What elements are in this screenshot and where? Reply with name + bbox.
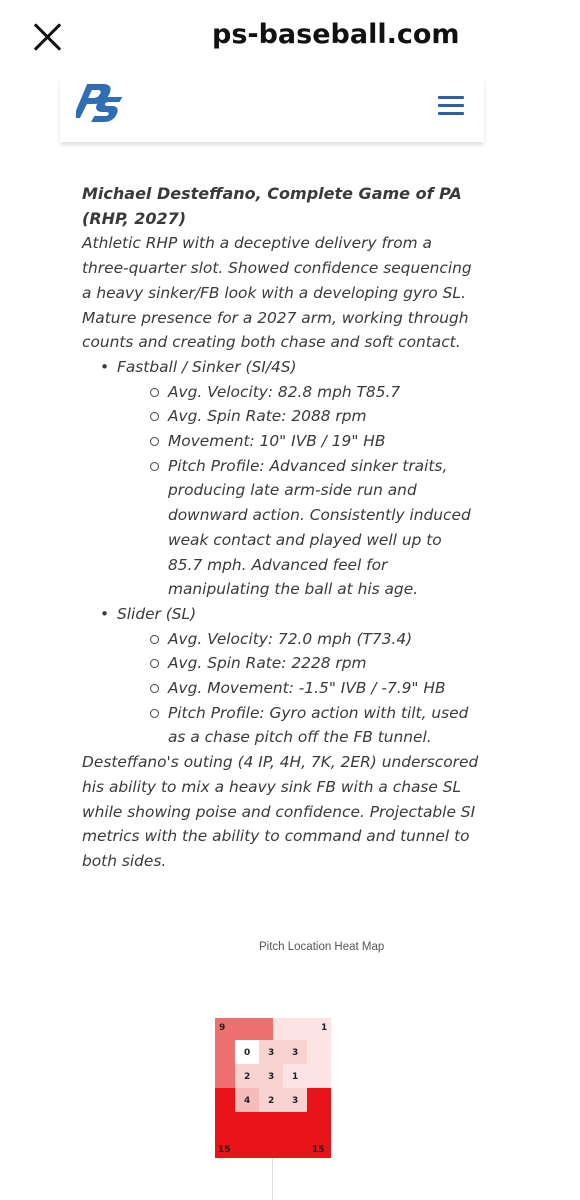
ps-logo[interactable] bbox=[76, 80, 134, 130]
pitch-location-heatmap bbox=[215, 1018, 331, 1158]
pitch-detail: Avg. Movement: -1.5" IVB / -7.9" HB bbox=[82, 676, 482, 701]
zone-cell-value: 3 bbox=[268, 1048, 275, 1058]
zone-cell-value: 2 bbox=[244, 1072, 251, 1082]
pitch-detail: Avg. Velocity: 72.0 mph (T73.4) bbox=[82, 627, 482, 652]
pitch-details bbox=[82, 380, 482, 602]
pitch-detail: Avg. Spin Rate: 2228 rpm bbox=[82, 651, 482, 676]
close-icon[interactable] bbox=[30, 20, 64, 54]
player-heading: Michael Desteffano, Complete Game of PA (RHP, 2027) bbox=[82, 184, 462, 228]
pitch-detail: Pitch Profile: Advanced sinker traits, producing late arm-side run and downward action. Consistently induced weak contact and played well up to 85.7 mph. Advanced feel for manipulating the ball at his age. bbox=[82, 454, 482, 602]
zone-cell-value: 3 bbox=[292, 1096, 299, 1106]
browser-top-bar bbox=[0, 0, 580, 78]
pitch-item bbox=[82, 355, 482, 602]
heat-corner-bottom-left: 15 bbox=[218, 1145, 231, 1155]
pitch-detail: Movement: 10" IVB / 19" HB bbox=[82, 429, 482, 454]
zone-cell-value: 3 bbox=[292, 1048, 299, 1058]
strike-zone-grid bbox=[235, 1040, 307, 1112]
zone-cell-value: 1 bbox=[292, 1072, 299, 1082]
heatmap-caption: Pitch Location Heat Map bbox=[259, 941, 385, 953]
zone-cell-value: 2 bbox=[268, 1096, 275, 1106]
pitch-detail: Avg. Spin Rate: 2088 rpm bbox=[82, 404, 482, 429]
divider-line bbox=[272, 1158, 273, 1200]
outing-summary: Desteffano's outing (4 IP, 4H, 7K, 2ER) underscored his ability to mix a heavy sink FB with a chase SL while showing poise and confidence. Projectable SI metrics with the ability to command and tunnel to both sides. bbox=[82, 753, 479, 870]
page-domain: ps-baseball.com bbox=[212, 19, 460, 50]
article-body bbox=[82, 182, 482, 874]
heat-corner-top-left: 9 bbox=[219, 1023, 226, 1033]
site-header bbox=[60, 78, 484, 142]
hamburger-menu-icon[interactable] bbox=[438, 96, 464, 116]
heat-corner-top-right: 1 bbox=[321, 1023, 328, 1033]
zone-cell-value: 4 bbox=[244, 1096, 251, 1106]
player-intro: Athletic RHP with a deceptive delivery from a three-quarter slot. Showed confidence sequencing a heavy sinker/FB look with a developing gyro SL. Mature presence for a 2027 arm, working through counts and creating both chase and soft contact. bbox=[82, 234, 472, 352]
pitch-detail: Avg. Velocity: 82.8 mph T85.7 bbox=[82, 380, 482, 405]
pitch-details bbox=[82, 627, 482, 751]
pitch-name: Slider (SL) bbox=[117, 604, 197, 623]
pitch-detail: Pitch Profile: Gyro action with tilt, used as a chase pitch off the FB tunnel. bbox=[82, 701, 482, 750]
zone-cell-value: 0 bbox=[244, 1048, 251, 1058]
heat-corner-bottom-right: 15 bbox=[312, 1145, 325, 1155]
zone-cell-value: 3 bbox=[268, 1072, 275, 1082]
pitch-item bbox=[82, 602, 482, 750]
pitch-list bbox=[82, 355, 482, 750]
pitch-name: Fastball / Sinker (SI/4S) bbox=[117, 357, 297, 376]
